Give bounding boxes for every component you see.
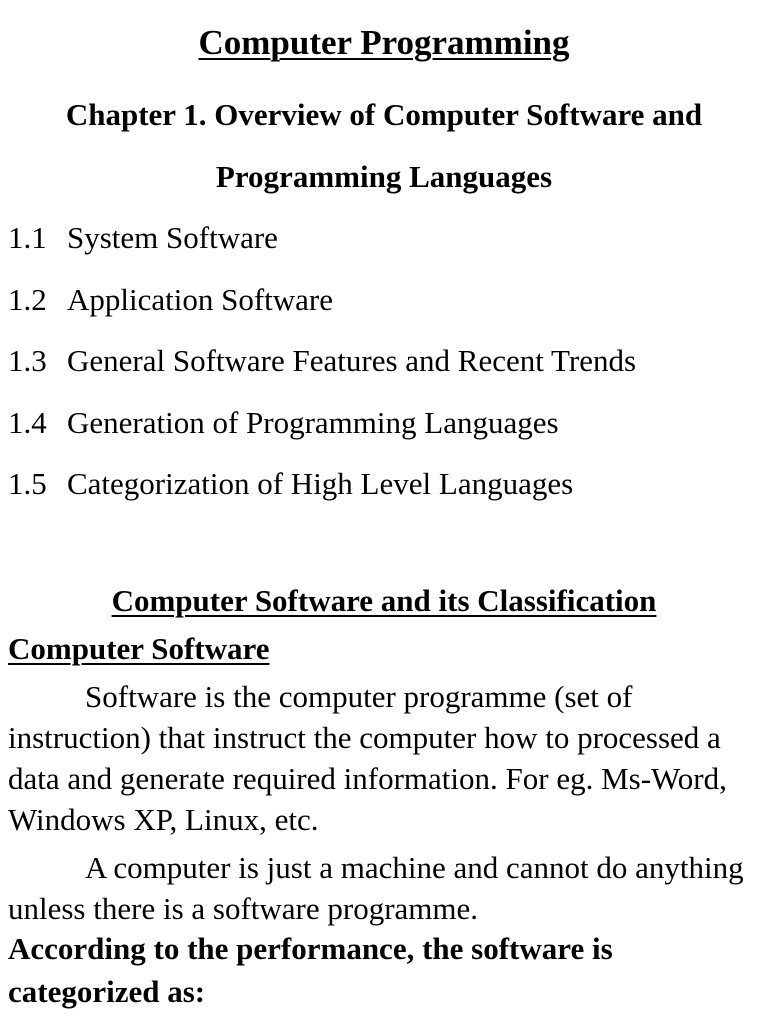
toc-item-number: 1.2 xyxy=(8,281,47,317)
body-paragraph-machine: A computer is just a machine and cannot do anything unless there is a software programme. xyxy=(8,850,744,926)
toc-item xyxy=(8,207,748,269)
toc-item xyxy=(8,269,748,331)
toc-item-label: System Software xyxy=(67,220,278,255)
toc-item xyxy=(8,453,748,515)
toc-item xyxy=(8,330,748,392)
toc-item-label: Categorization of High Level Languages xyxy=(67,466,574,501)
toc-item-label: General Software Features and Recent Trends xyxy=(67,343,637,378)
subsection-title: Computer Software xyxy=(8,631,270,666)
toc-item-label: Generation of Programming Languages xyxy=(67,404,559,440)
toc-item-label: Application Software xyxy=(67,281,334,317)
chapter-heading-line-2: Programming Languages xyxy=(215,159,553,194)
chapter-heading xyxy=(0,84,768,208)
table-of-contents xyxy=(8,207,748,515)
toc-item-number: 1.1 xyxy=(8,220,47,255)
body-paragraph-software-definition: Software is the computer programme (set of instruction) that instruct the computer how to processed a data and generate required information. For eg. Ms-Word, Windows XP, Linux, etc. xyxy=(8,679,727,837)
document-title: Computer Programming xyxy=(198,23,570,62)
toc-item-number: 1.4 xyxy=(8,404,47,440)
section-title: Computer Software and its Classification xyxy=(111,583,657,618)
toc-item xyxy=(8,392,748,454)
body-paragraph-categorization: According to the performance, the software is categorized as: xyxy=(8,931,613,1009)
toc-item-number: 1.5 xyxy=(8,466,47,501)
toc-item-number: 1.3 xyxy=(8,343,47,378)
chapter-heading-line-1: Chapter 1. Overview of Computer Software and xyxy=(65,97,703,132)
